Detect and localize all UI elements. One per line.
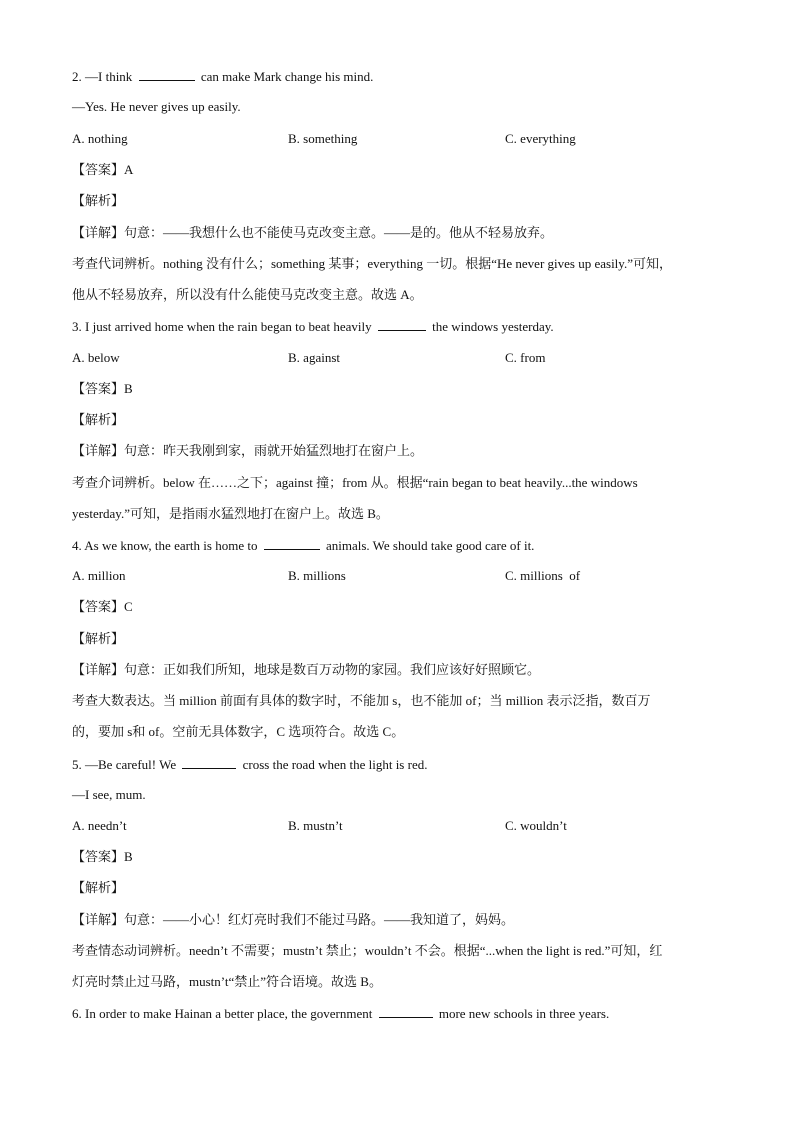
analysis-heading: 【解析】 <box>72 412 125 427</box>
answer-blank <box>264 537 320 550</box>
explanation-line: 考查大数表达。当 million 前面有具体的数字时，不能加 s，也不能加 of；当 million 表示泛指，数百万 <box>72 693 651 708</box>
option-c: C. from <box>505 350 546 365</box>
option-a: A. below <box>72 350 120 365</box>
stem-text: can make Mark change his mind. <box>197 69 374 84</box>
answer-blank <box>139 68 195 81</box>
explanation-line: 灯亮时禁止过马路，mustn’t“禁止”符合语境。故选 B。 <box>72 974 382 989</box>
analysis-heading: 【解析】 <box>72 631 125 646</box>
question-3-stem <box>72 318 554 335</box>
analysis-heading: 【解析】 <box>72 880 125 895</box>
explanation-line: 的，要加 s和 of。空前无具体数字，C 选项符合。故选 C。 <box>72 724 405 739</box>
option-b: B. against <box>288 350 340 365</box>
detail-line: 【详解】句意：——小心！红灯亮时我们不能过马路。——我知道了，妈妈。 <box>72 912 515 927</box>
explanation-line: 他从不轻易放弃，所以没有什么能使马克改变主意。故选 A。 <box>72 287 423 302</box>
question-2-stem <box>72 68 373 85</box>
explanation-line: yesterday.”可知，是指雨水猛烈地打在窗户上。故选 B。 <box>72 506 389 521</box>
explanation-line: 考查介词辨析。below 在……之下；against 撞；from 从。根据“rain began to beat heavily...the windows <box>72 475 638 490</box>
option-b: B. mustn’t <box>288 818 343 833</box>
option-b: B. something <box>288 131 358 146</box>
question-2-reply: —Yes. He never gives up easily. <box>72 99 241 114</box>
answer-blank <box>182 756 236 769</box>
explanation-line: 考查代词辨析。nothing 没有什么；something 某事；everything 一切。根据“He never gives up easily.”可知， <box>72 256 672 271</box>
answer-blank <box>378 318 426 331</box>
question-5-stem <box>72 756 427 773</box>
option-a: A. million <box>72 568 126 583</box>
option-c: C. everything <box>505 131 576 146</box>
answer-line: 【答案】B <box>72 381 133 396</box>
detail-line: 【详解】句意：——我想什么也不能使马克改变主意。——是的。他从不轻易放弃。 <box>72 225 554 240</box>
stem-text: animals. We should take good care of it. <box>322 538 535 553</box>
stem-text: cross the road when the light is red. <box>239 757 428 772</box>
stem-text: 3. I just arrived home when the rain began to beat heavily <box>72 319 375 334</box>
question-4-stem <box>72 537 534 554</box>
answer-blank <box>379 1005 433 1018</box>
question-5-reply: —I see, mum. <box>72 787 146 802</box>
option-c: C. wouldn’t <box>505 818 567 833</box>
answer-line: 【答案】A <box>72 162 134 177</box>
analysis-heading: 【解析】 <box>72 193 125 208</box>
stem-text: more new schools in three years. <box>435 1006 610 1021</box>
stem-text: the windows yesterday. <box>428 319 554 334</box>
option-a: A. nothing <box>72 131 128 146</box>
option-c: C. millions of <box>505 568 581 583</box>
stem-text: 5. —Be careful! We <box>72 757 180 772</box>
answer-line: 【答案】B <box>72 849 133 864</box>
question-6-stem <box>72 1005 609 1022</box>
stem-text: 4. As we know, the earth is home to <box>72 538 261 553</box>
option-a: A. needn’t <box>72 818 127 833</box>
detail-line: 【详解】句意：昨天我刚到家，雨就开始猛烈地打在窗户上。 <box>72 443 424 458</box>
option-b: B. millions <box>288 568 346 583</box>
answer-line: 【答案】C <box>72 599 133 614</box>
explanation-line: 考查情态动词辨析。needn’t 不需要；mustn’t 禁止；wouldn’t 不会。根据“...when the light is red.”可知，红 <box>72 943 663 958</box>
stem-text: 6. In order to make Hainan a better place, the government <box>72 1006 376 1021</box>
stem-text: 2. —I think <box>72 69 136 84</box>
detail-line: 【详解】句意：正如我们所知，地球是数百万动物的家园。我们应该好好照顾它。 <box>72 662 541 677</box>
